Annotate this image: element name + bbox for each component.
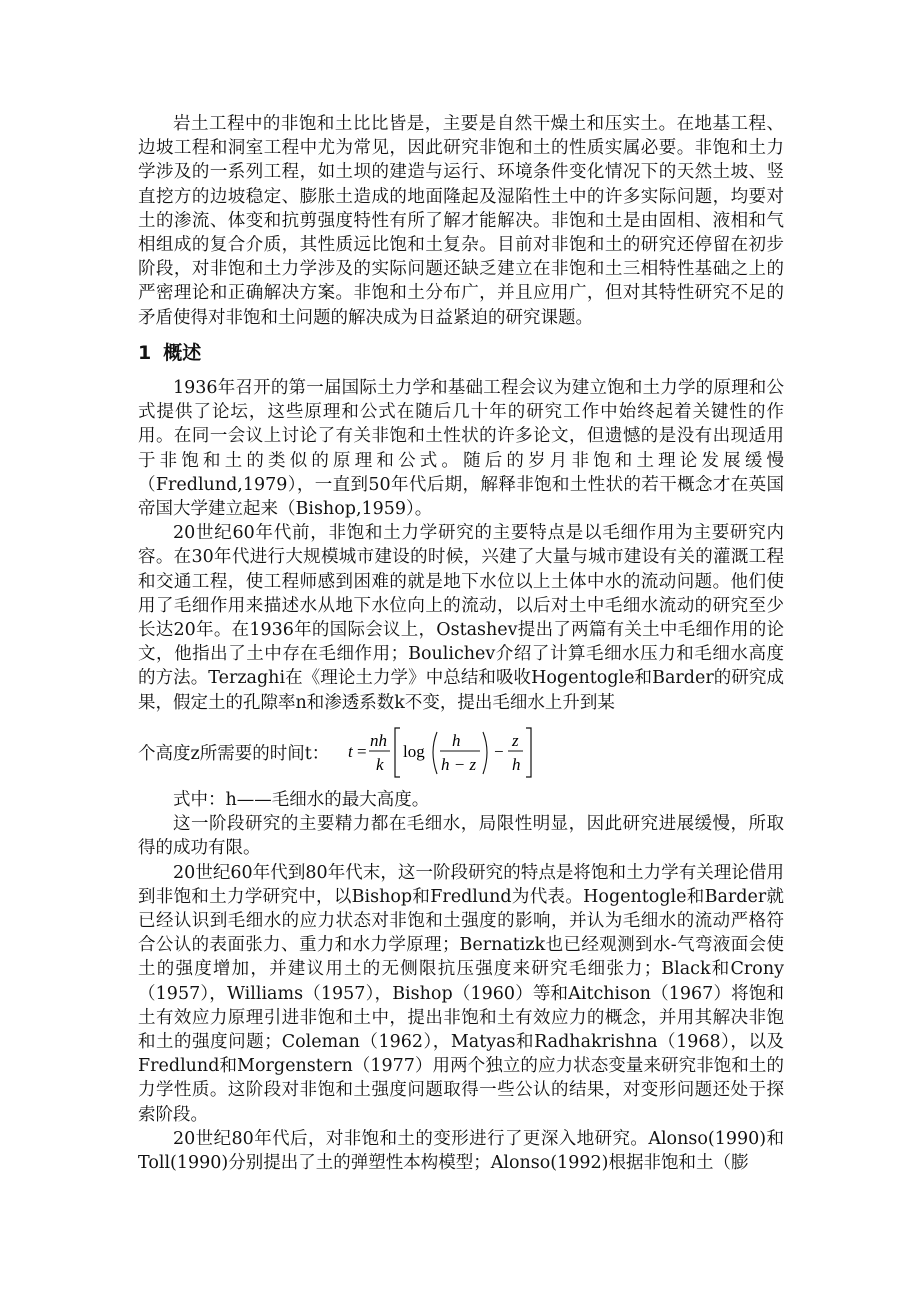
section-heading bbox=[138, 338, 201, 368]
formula-left-paren bbox=[433, 732, 437, 774]
intro-paragraph: 岩土工程中的非饱和土比比皆是，主要是自然干燥土和压实土。在地基工程、边坡工程和洞室工程中尤为常见，因此研究非饱和土的性质实属必要。非饱和土力学涉及的一系列工程，如土坝的建造与运行、环境条件变化情况下的天然土坡、竖直挖方的边坡稳定、膨胀土造成的地面隆起及湿陷性土中的许多实际问题，均要对土的渗流、体变和抗剪强度特性有所了解才能解决。非饱和土是由固相、液相和气相组成的复合介质，其性质远比饱和土复杂。目前对非饱和土的研究还停留在初步阶段，对非饱和土力学涉及的实际问题还缺乏建立在非饱和土三相特性基础之上的严密理论和正确解决方案。非饱和土分布广，并且应用广，但对其特性研究不足的矛盾使得对非饱和土问题的解决成为日益紧迫的研究课题。 bbox=[138, 114, 784, 328]
section-title: 概述 bbox=[163, 342, 202, 364]
formula-equals: = bbox=[357, 742, 367, 761]
formula-num-h: h bbox=[452, 731, 461, 750]
formula-line bbox=[138, 722, 793, 782]
capillary-rise-formula bbox=[348, 722, 568, 782]
formula-right-paren bbox=[483, 732, 487, 774]
section-body-top bbox=[138, 376, 784, 715]
formula-den-hz: h − z bbox=[441, 755, 477, 774]
section-number: 1 bbox=[138, 342, 152, 364]
paragraph-after-1980s: 20世纪80年代后，对非饱和土的变形进行了更深入地研究。Alonso(1990)和Toll(1990)分别提出了土的弹塑性本构模型；Alonso(1992)根据非饱和土（膨 bbox=[138, 1128, 784, 1174]
formula-right-bracket bbox=[526, 728, 531, 777]
formula-num-nh: nh bbox=[370, 731, 387, 750]
paragraph-formula-note: 式中：h——毛细水的最大高度。 bbox=[173, 790, 430, 810]
formula-den-h: h bbox=[512, 755, 521, 774]
formula-left-bracket bbox=[395, 728, 400, 777]
formula-minus: − bbox=[494, 742, 504, 761]
paragraph-stage-summary: 这一阶段研究的主要精力都在毛细水，局限性明显，因此研究进展缓慢，所取得的成功有限。 bbox=[138, 814, 784, 859]
paragraph-capillary-research: 20世纪60年代前，非饱和土力学研究的主要特点是以毛细作用为主要研究内容。在30年代进行大规模城市建设的时候，兴建了大量与城市建设有关的灌溉工程和交通工程，使工程师感到困难的就是地下水位以上土体中水的流动问题。他们使用了毛细作用来描述水从地下水位向上的流动，以后对土中毛细水流动的研究至少长达20年。在1936年的国际会议上，Ostashev提出了两篇有关土中毛细作用的论文，他指出了土中存在毛细作用；Boulichev介绍了计算毛细水压力和毛细水高度的方法。Terzaghi在《理论土力学》中总结和吸收Hogentogle和Barder的研究成果，假定土的孔隙率n和渗透系数k不变，提出毛细水上升到某 bbox=[138, 523, 784, 713]
formula-label: 个高度z所需要的时间t： bbox=[138, 744, 330, 764]
formula-den-k: k bbox=[376, 755, 384, 774]
section-body-bottom bbox=[138, 788, 784, 1175]
formula-log: log bbox=[403, 742, 425, 761]
paragraph-1936-conference: 1936年召开的第一届国际土力学和基础工程会议为建立饱和土力学的原理和公式提供了论坛，这些原理和公式在随后几十年的研究工作中始终起着关键性的作用。在同一会议上讨论了有关非饱和土性状的许多论文，但遗憾的是没有出现适用于非饱和土的类似的原理和公式。随后的岁月非饱和土理论发展缓慢（Fredlund,1979），一直到50年代后期，解释非饱和土性状的若干概念才在英国帝国大学建立起来（Bishop,1959）。 bbox=[138, 378, 784, 520]
paragraph-1960s-1980s: 20世纪60年代到80年代末，这一阶段研究的特点是将饱和土力学有关理论借用到非饱和土力学研究中，以Bishop和Fredlund为代表。Hogentogle和Barder就已经认识到毛细水的应力状态对非饱和土强度的影响，并认为毛细水的流动严格符合公认的表面张力、重力和水力学原理；Bernatizk也已经观测到水-气弯液面会使土的强度增加，并建议用土的无侧限抗压强度来研究毛细张力；Black和Crony（1957），Williams（1957），Bishop（1960）等和Aitchison（1967）将饱和土有效应力原理引进非饱和土中，提出非饱和土有效应力的概念，并用其解决非饱和土的强度问题；Coleman（1962），Matyas和Radhakrishna（1968），以及Fredlund和Morgenstern（1977）用两个独立的应力状态变量来研究非饱和土的力学性质。这阶段对非饱和土强度问题取得一些公认的结果，对变形问题还处于探索阶段。 bbox=[138, 862, 784, 1125]
intro-section bbox=[138, 112, 784, 330]
formula-t: t bbox=[348, 742, 353, 761]
formula-num-z: z bbox=[512, 731, 519, 750]
